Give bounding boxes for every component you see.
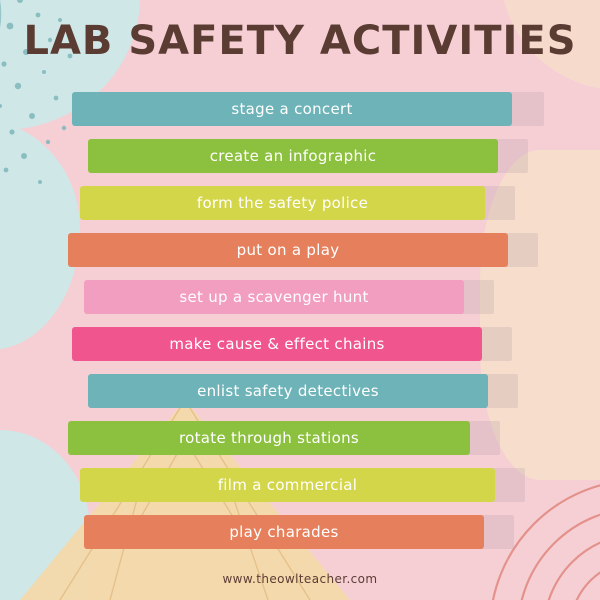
activity-bar[interactable] (80, 468, 495, 502)
activity-bar[interactable] (72, 327, 482, 361)
list-item (0, 464, 600, 511)
list-item (0, 417, 600, 464)
list-item (0, 135, 600, 182)
activity-list (0, 88, 600, 558)
activity-label: put on a play (236, 241, 340, 259)
list-item (0, 229, 600, 276)
activity-bar[interactable] (80, 186, 485, 220)
activity-label: form the safety police (196, 194, 369, 212)
activity-label: stage a concert (231, 100, 353, 118)
activity-bar[interactable] (88, 139, 498, 173)
list-item (0, 511, 600, 558)
activity-label: set up a scavenger hunt (179, 288, 369, 306)
activity-bar[interactable] (84, 515, 484, 549)
activity-bar[interactable] (68, 421, 470, 455)
list-item (0, 182, 600, 229)
list-item (0, 323, 600, 370)
activity-label: film a commercial (217, 476, 358, 494)
activity-bar[interactable] (68, 233, 508, 267)
website-credit[interactable]: www.theowlteacher.com (222, 572, 378, 586)
page-title: LAB SAFETY ACTIVITIES (23, 18, 577, 64)
activity-label: play charades (229, 523, 339, 541)
activity-bar[interactable] (88, 374, 488, 408)
list-item (0, 370, 600, 417)
list-item (0, 276, 600, 323)
list-item (0, 88, 600, 135)
activity-bar[interactable] (84, 280, 464, 314)
activity-label: enlist safety detectives (197, 382, 379, 400)
activity-bar[interactable] (72, 92, 512, 126)
activity-label: rotate through stations (178, 429, 359, 447)
activity-label: create an infographic (209, 147, 377, 165)
activity-label: make cause & effect chains (169, 335, 385, 353)
